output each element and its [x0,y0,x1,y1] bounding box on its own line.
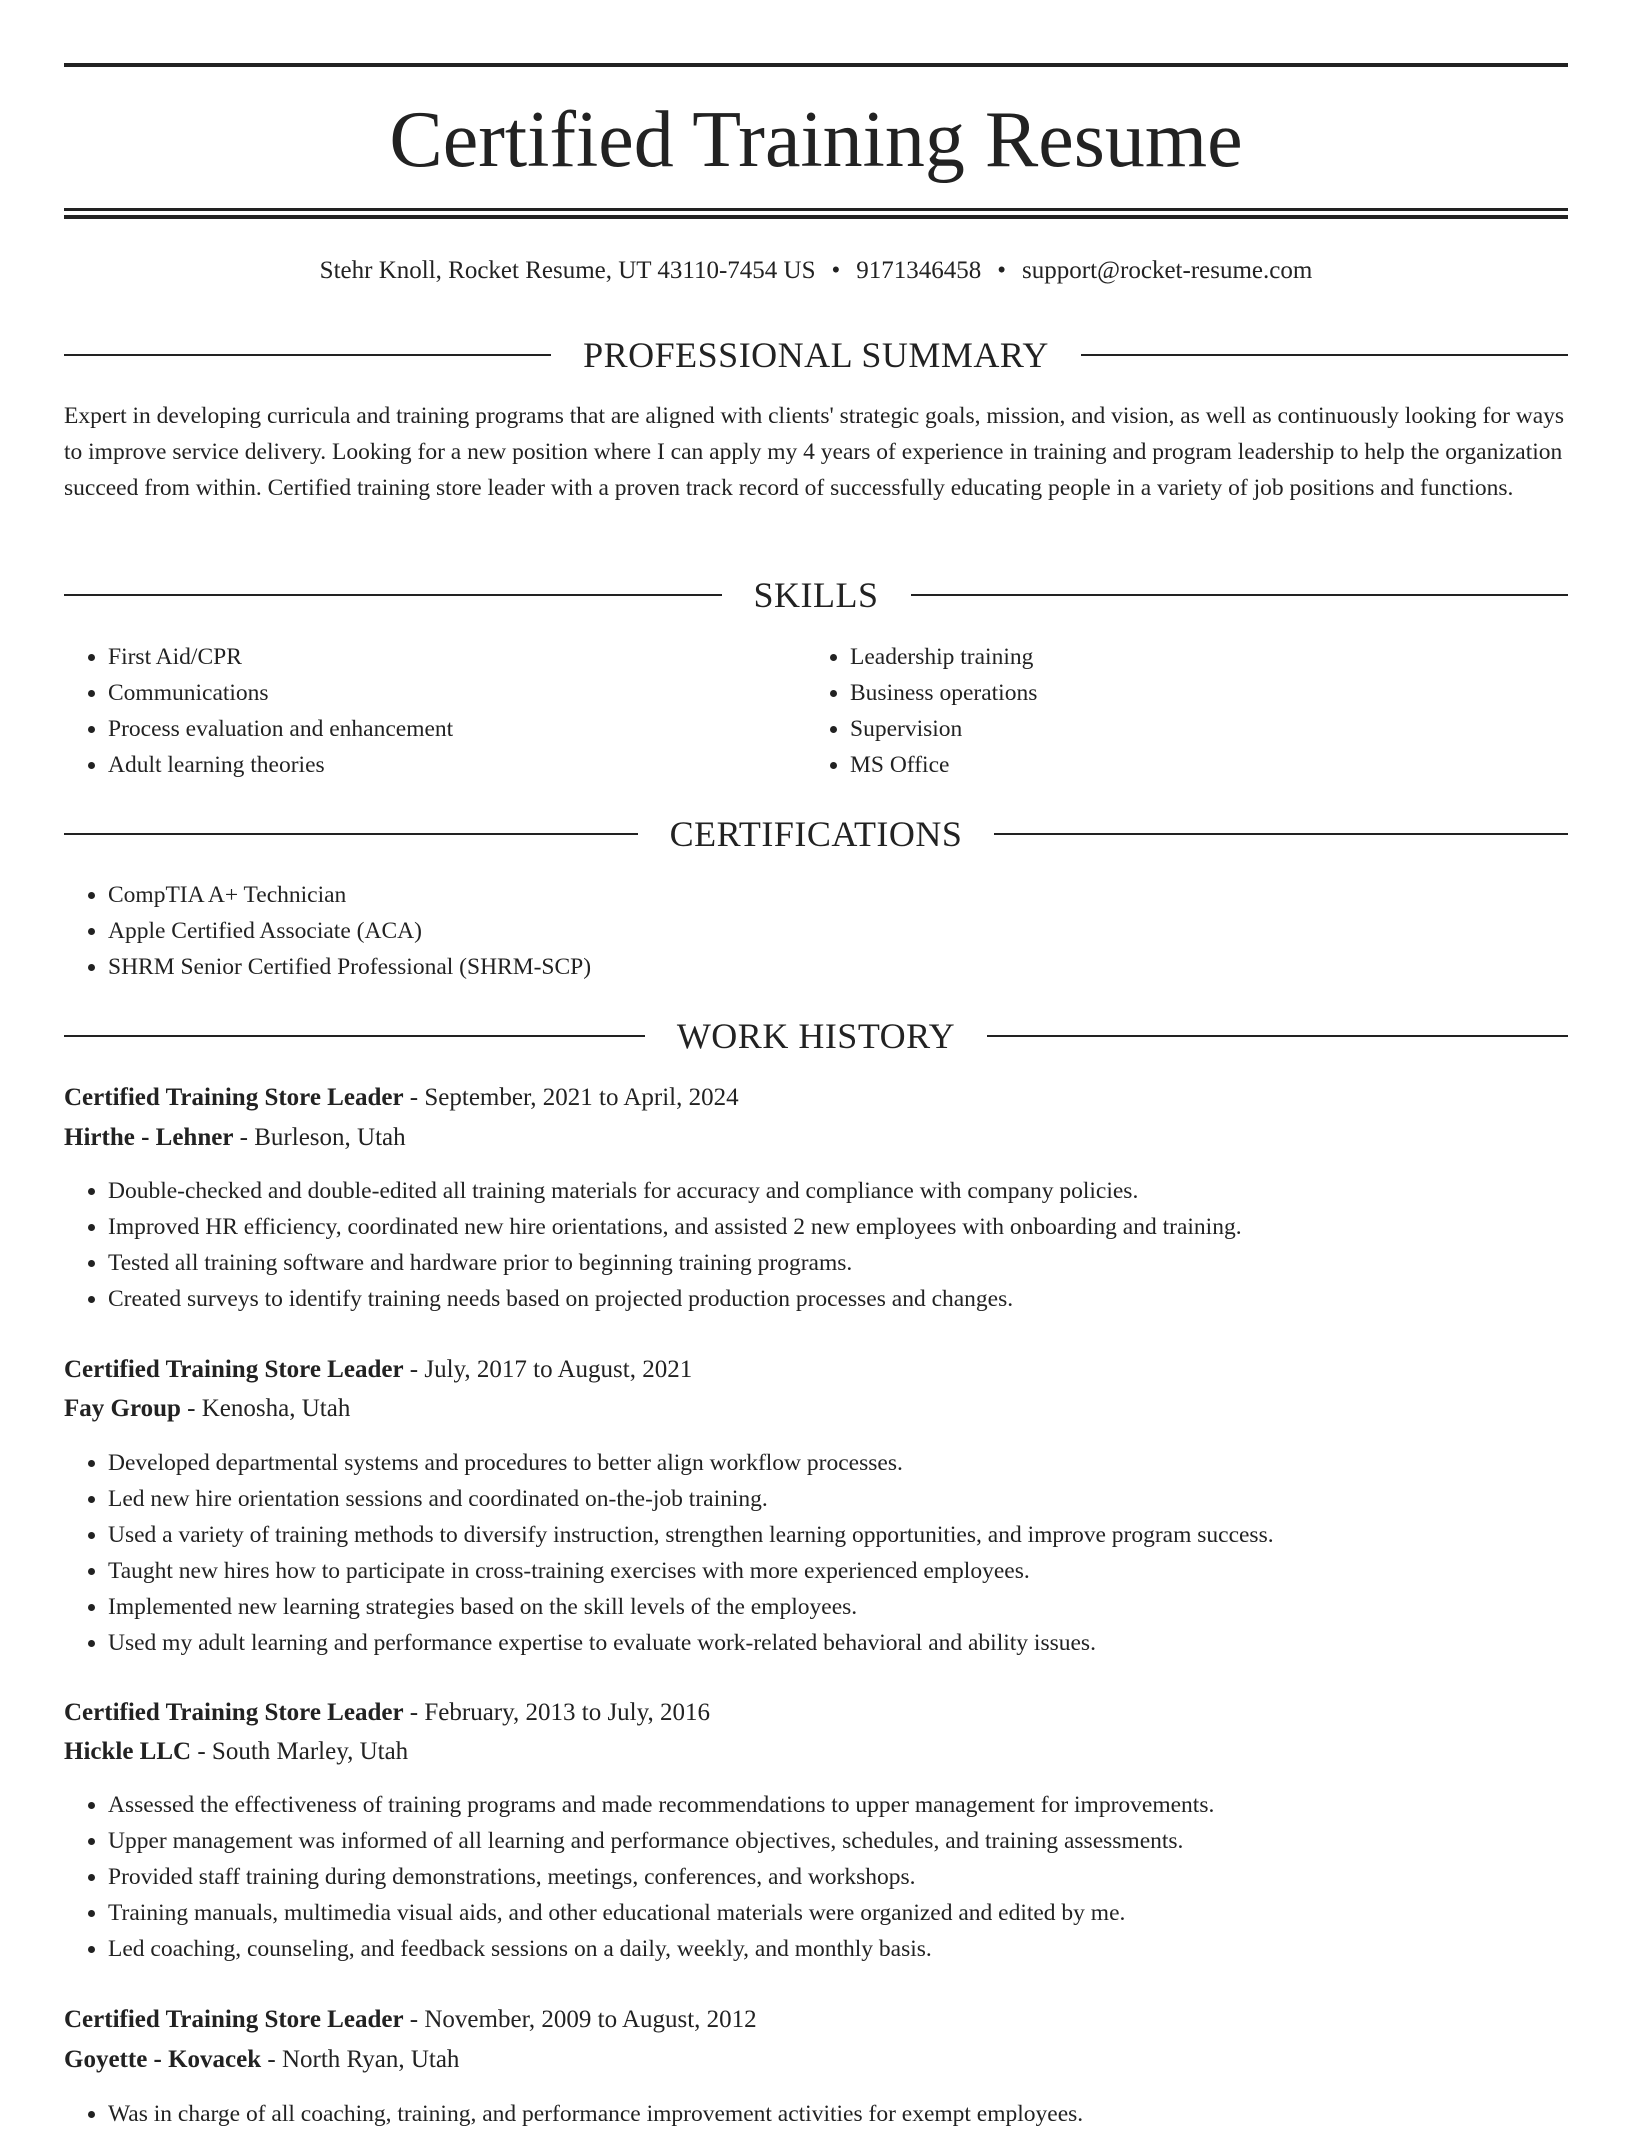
job-bullets [64,1787,1214,1967]
job-location: - South Marley, Utah [191,1738,409,1765]
job-bullet: • Led coaching, counseling, and feedback sessions on a daily, weekly, and monthly basis. [108,1931,1214,1967]
skill-item: • Business operations [850,675,1037,711]
job-title-line [64,1080,1568,1116]
contact-separator: • [831,257,841,284]
job-dates: - September, 2021 to April, 2024 [403,1084,739,1111]
job-dates: - February, 2013 to July, 2016 [403,1699,710,1726]
skill-item: • Supervision [850,711,1037,747]
job-company: Hickle LLC [64,1738,192,1765]
job-dates: - July, 2017 to August, 2021 [403,1356,693,1383]
job-company: Hirthe - Lehner [64,1124,234,1151]
job-location: - Burleson, Utah [233,1124,406,1151]
job-bullet: • Provided staff training during demonstrations, meetings, conferences, and workshops. [108,1859,1214,1895]
skill-item: • MS Office [850,747,1037,783]
summary-heading-label: PROFESSIONAL SUMMARY [583,335,1049,375]
contact-phone: 9171346458 [856,257,982,284]
skill-item: • Process evaluation and enhancement [108,711,453,747]
title-rule-upper [64,208,1568,211]
heading-rule [64,1035,645,1037]
job-bullet: • Taught new hires how to participate in cross-training exercises with more experienced employees. [108,1553,1274,1589]
job-title: Certified Training Store Leader [64,2006,404,2033]
job-title-line [64,1352,1568,1388]
job-company: Fay Group [64,1395,181,1422]
job-bullet: • Implemented new learning strategies based on the skill levels of the employees. [108,1589,1274,1625]
job-bullet: • Tested all training software and hardware prior to beginning training programs. [108,1245,1242,1281]
certifications-heading-label: CERTIFICATIONS [669,814,963,854]
contact-email: support@rocket-resume.com [1022,257,1313,284]
heading-rule [994,833,1568,835]
job-company: Goyette - Kovacek [64,2046,262,2073]
skills-heading [64,573,1568,617]
job-title-line [64,1695,1568,1731]
skill-item: • Communications [108,675,453,711]
job-company-line [64,1391,1568,1427]
work-history-heading-label: WORK HISTORY [676,1016,956,1056]
resume-title: Certified Training Resume [389,96,1243,184]
job-bullet: • Used my adult learning and performance expertise to evaluate work-related behavioral and ability issues. [108,1625,1274,1661]
job-bullets [64,1445,1274,1661]
title-rule-lower [64,215,1568,219]
job-bullets [64,1173,1242,1317]
job-title: Certified Training Store Leader [64,1699,404,1726]
job-bullet: • Training manuals, multimedia visual aids, and other educational materials were organized and edited by me. [108,1895,1214,1931]
job-bullet: • Double-checked and double-edited all training materials for accuracy and compliance with company policies. [108,1173,1242,1209]
job-title: Certified Training Store Leader [64,1084,404,1111]
job-company-line [64,1120,1568,1156]
job-bullet: • Led new hire orientation sessions and coordinated on-the-job training. [108,1481,1274,1517]
job-title: Certified Training Store Leader [64,1356,404,1383]
top-rule [64,63,1568,67]
skill-item: • First Aid/CPR [108,639,453,675]
summary-text: Expert in developing curricula and training programs that are aligned with clients' strategic goals, mission, and vision, as well as continuously looking for ways to improve service delivery. Looking for a new position where I can apply my 4 years of experience in training and program leadership to help the organization succeed from within. Certified training store leader with a proven track record of successfully educating people in a variety of job positions and functions. [64,403,1565,501]
certifications-list [64,877,591,985]
job-bullets [64,2096,1083,2132]
heading-rule [911,594,1569,596]
job-company-line [64,1734,1568,1770]
job-bullet: • Improved HR efficiency, coordinated new hire orientations, and assisted 2 new employees with onboarding and training. [108,1209,1242,1245]
job-bullet: • Upper management was informed of all learning and performance objectives, schedules, and training assessments. [108,1823,1214,1859]
heading-rule [64,833,638,835]
skill-item: • Adult learning theories [108,747,453,783]
summary-heading [64,333,1568,377]
skills-list-left [64,639,453,783]
job-location: - Kenosha, Utah [180,1395,351,1422]
job-company-line [64,2042,1568,2078]
contact-address: Stehr Knoll, Rocket Resume, UT 43110-7454 US [319,257,816,284]
job-bullet: • Assessed the effectiveness of training programs and made recommendations to upper management for improvements. [108,1787,1214,1823]
job-dates: - November, 2009 to August, 2012 [403,2006,757,2033]
work-history-heading [64,1014,1568,1058]
skills-list-right [806,639,1037,783]
certification-item: • Apple Certified Associate (ACA) [108,913,591,949]
job-bullet: • Was in charge of all coaching, training, and performance improvement activities for exempt employees. [108,2096,1083,2132]
certification-item: • CompTIA A+ Technician [108,877,591,913]
contact-separator: • [997,257,1007,284]
job-bullet: • Developed departmental systems and procedures to better align workflow processes. [108,1445,1274,1481]
job-bullet: • Created surveys to identify training needs based on projected production processes and changes. [108,1281,1242,1317]
skill-item: • Leadership training [850,639,1037,675]
certifications-heading [64,812,1568,856]
heading-rule [1081,354,1568,356]
job-title-line [64,2002,1568,2038]
skills-heading-label: SKILLS [753,575,879,615]
heading-rule [64,354,551,356]
heading-rule [64,594,722,596]
job-bullet: • Used a variety of training methods to diversify instruction, strengthen learning opportunities, and improve program success. [108,1517,1274,1553]
contact-line [64,254,1568,288]
job-location: - North Ryan, Utah [261,2046,460,2073]
heading-rule [987,1035,1568,1037]
certification-item: • SHRM Senior Certified Professional (SHRM-SCP) [108,949,591,985]
